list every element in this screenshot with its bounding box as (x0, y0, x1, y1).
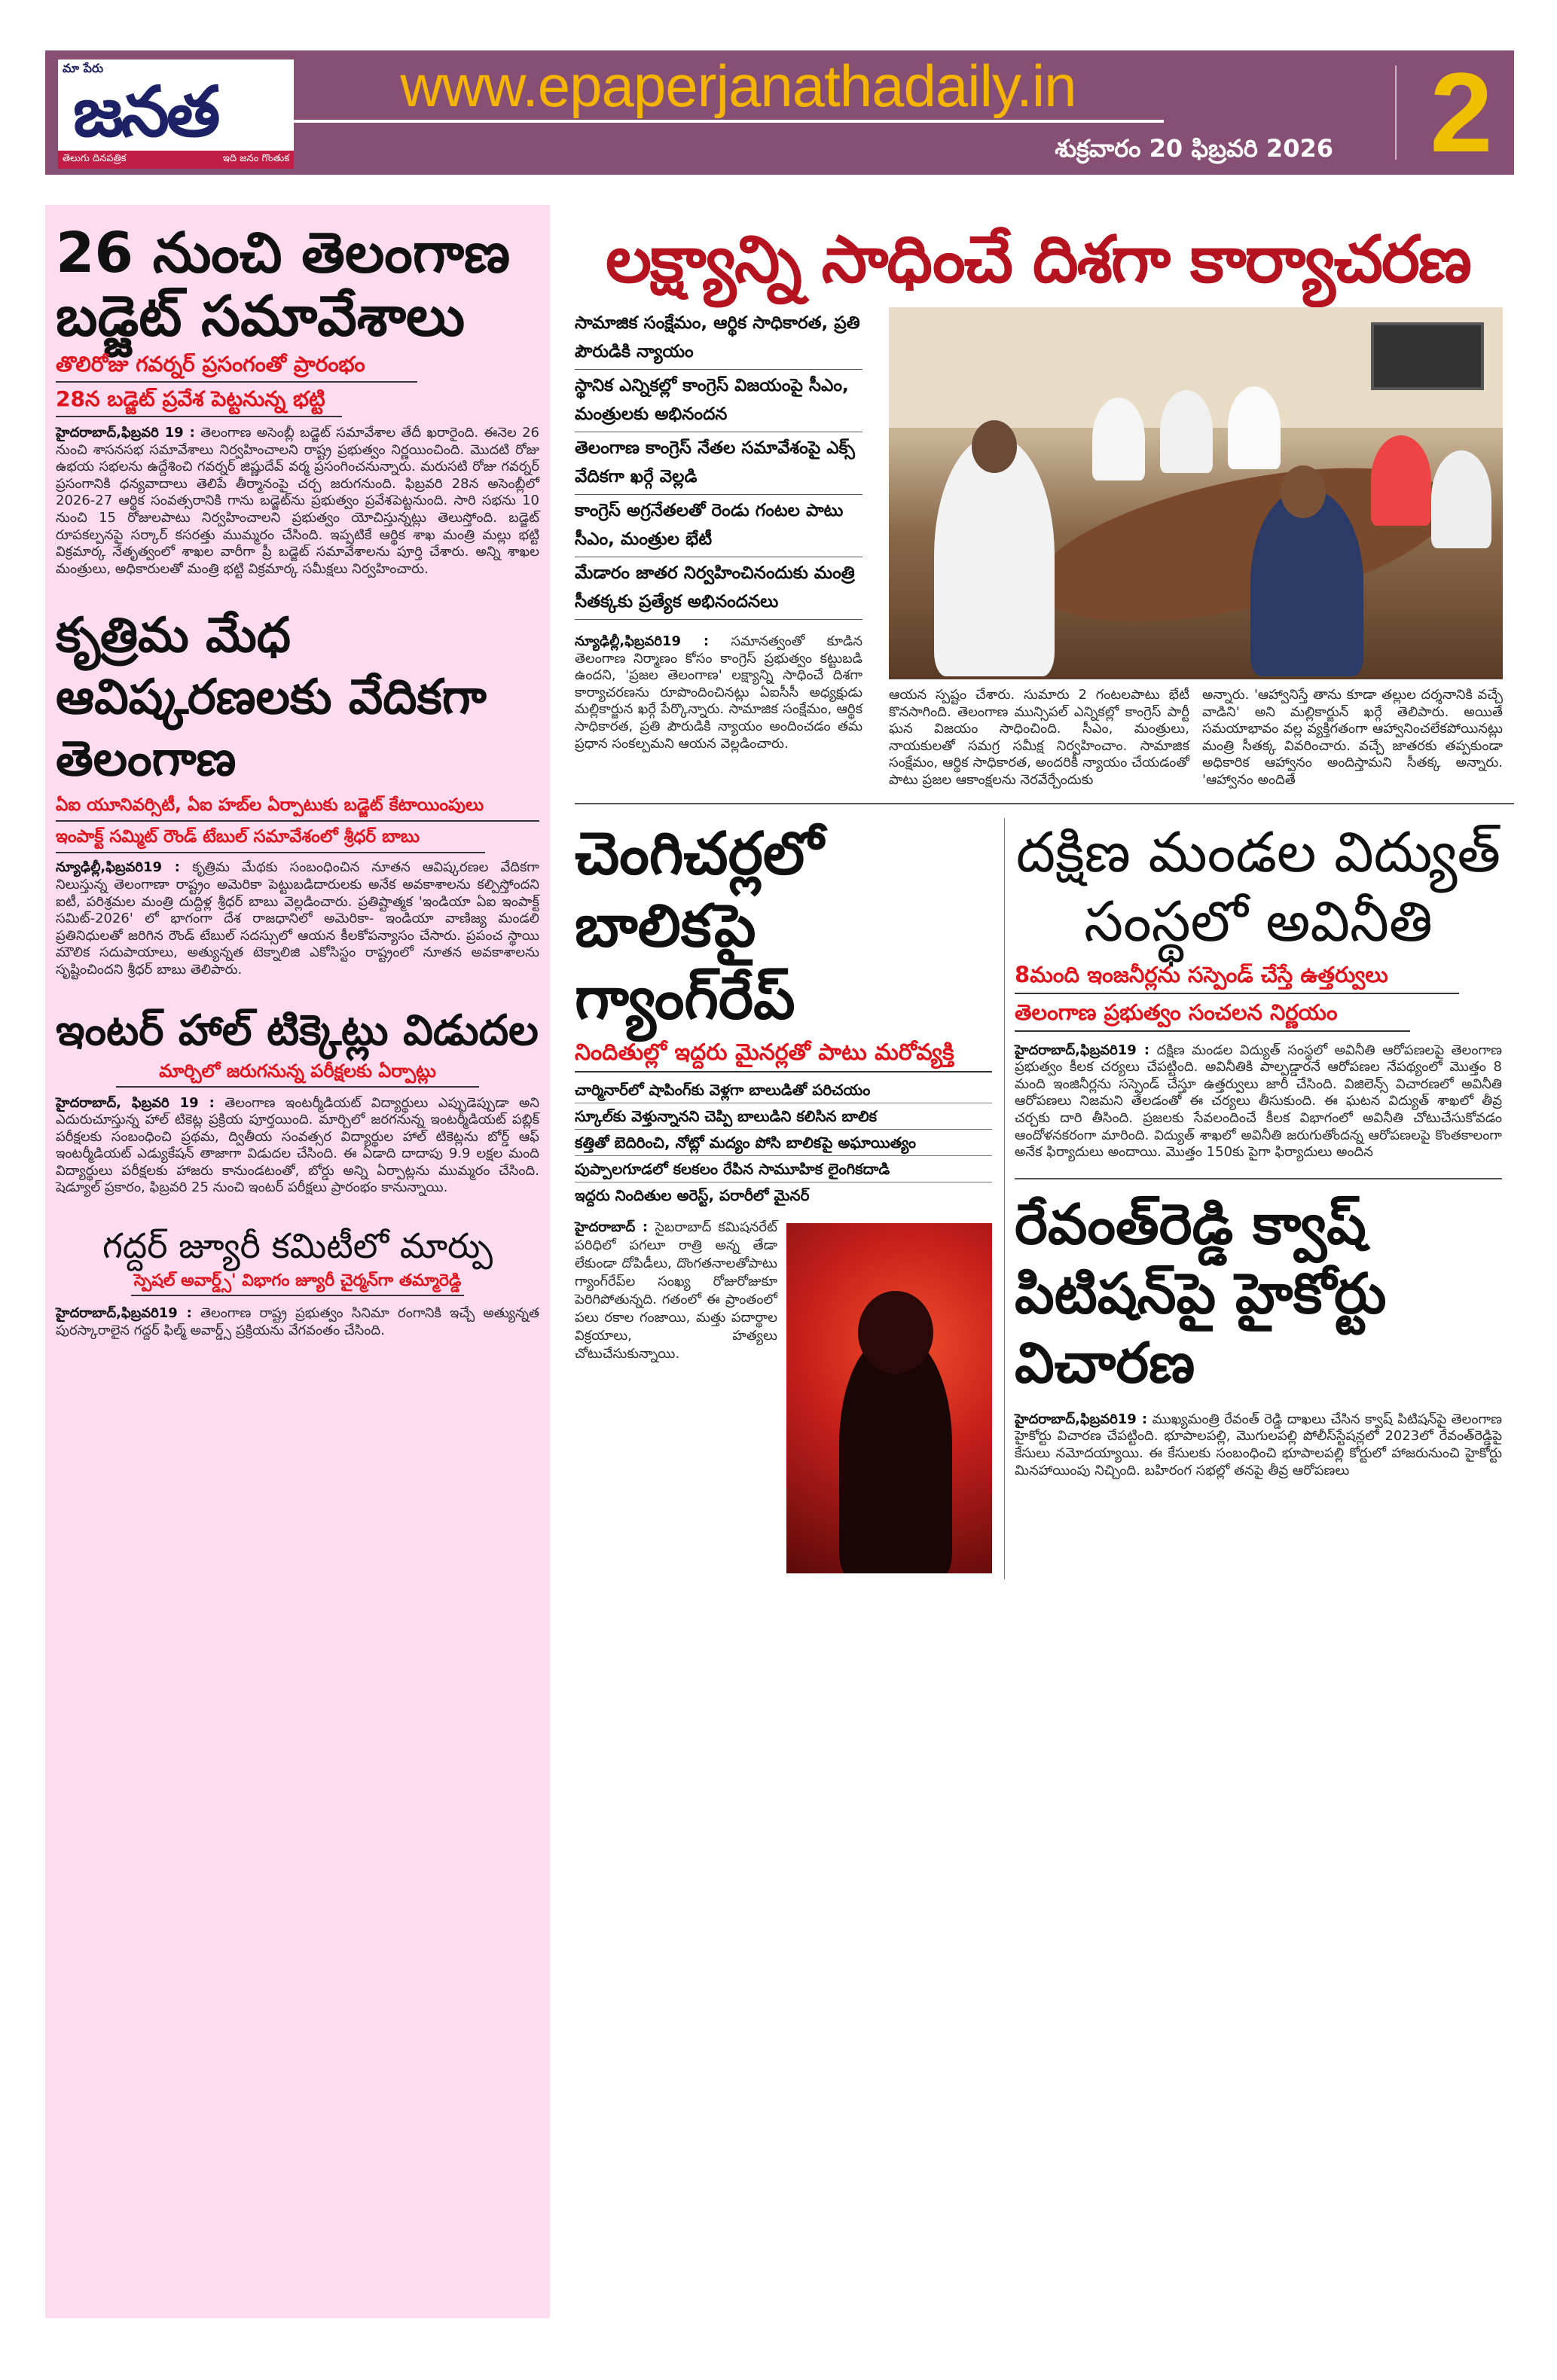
section-divider (575, 803, 1514, 804)
body-text: సైబరాబాద్ కమిషనరేట్ పరిధిలో పగలూ రాత్రి అన్న తేడా లేకుండా దోపిడీలు, దొంగతనాలతోపాటు గ్యాంగ్‌రేప్‌ల సంఖ్య రోజురోజుకూ పెరిగిపోతున్నది. గతంలో ఈ ప్రాంతంలో పలు రకాల గంజాయి, మత్తు పదార్థాల విక్రయాలు, హత్యలు చోటుచేసుకున్నాయి. (575, 1219, 777, 1362)
right-area (562, 218, 1514, 1579)
masthead-vertical-divider (1395, 66, 1397, 160)
masthead-divider (294, 120, 1164, 123)
body-text: తెలంగాణ ఇంటర్మీడియట్ విద్యార్థులు ఎప్పుడెప్పుడా అని ఎదురుచూస్తున్న హాల్ టికెట్ల ప్రక్రియ పూర్తయింది. మార్చిలో జరగనున్న ఇంటర్మీడియట్ పబ్లిక్ పరీక్షలకు సంబంధించి ప్రథమ, ద్వితీయ సంవత్సర విద్యార్థుల హాల్ టికెట్లను బోర్డ్ ఆఫ్ ఇంటర్మీడియట్ ఎడ్యుకేషన్ తాజాగా విడుదల చేసింది. ఈ ఏడాది దాదాపు 9.9 లక్షల మంది విద్యార్థులు పరీక్షలకు హాజరు కానుండటంతో, బోర్డు అన్ని ఏర్పాట్లను ముమ్మరం చేసింది. షెడ్యూల్ ప్రకారం, ఫిబ్రవరి 25 నుంచి ఇంటర్ పరీక్షలు ప్రారంభం కానున్నాయి. (56, 1094, 540, 1196)
article-power (1015, 818, 1502, 1161)
dateline: హైదరాబాద్,ఫిబ్రవరి 19 : (56, 425, 195, 441)
screen (1371, 322, 1484, 390)
highlight-item: స్థానిక ఎన్నికల్లో కాంగ్రెస్ విజయంపై సీఎం, మంత్రులకు అభినందన (575, 370, 862, 432)
highlight-item: స్కూల్‌కు వెళ్తున్నానని చెప్పి బాలుడిని కలిసిన బాలిక (575, 1103, 992, 1130)
main-right-column (889, 307, 1503, 789)
main-body-column-3 (1202, 687, 1503, 789)
highlight-item: తెలంగాణ కాంగ్రెస్ నేతల సమావేశంపై ఎక్స్ వేదికగా ఖర్గే వెల్లడి (575, 432, 862, 495)
person-head (972, 420, 1017, 473)
article-body (1015, 1411, 1502, 1479)
highlight-item: ఇద్దరు నిందితుల అరెస్ట్, పరారీలో మైనర్ (575, 1185, 810, 1204)
subheadline: 28న బడ్జెట్ ప్రవేశ పెట్టనున్న భట్టి (56, 383, 342, 417)
highlight-item: సామాజిక సంక్షేమం, ఆర్థిక సాధికారత, ప్రతి పౌరుడికి న్యాయం (575, 307, 862, 370)
issue-date: శుక్రవారం 20 ఫిబ్రవరి 2026 (1055, 134, 1333, 163)
subheadline: తొలిరోజు గవర్నర్ ప్రసంగంతో ప్రారంభం (56, 348, 417, 383)
dateline: హైదరాబాద్,ఫిబ్రవరి19 : (1015, 1042, 1150, 1058)
page-number: 2 (1430, 49, 1493, 175)
subheadline: 8మంది ఇంజనీర్లను సస్పెండ్ చేస్తే ఉత్తర్వులు (1015, 957, 1459, 994)
subheadline: మార్చిలో జరుగనున్న పరీక్షలకు ఏర్పాట్లు (116, 1056, 479, 1088)
newspaper-logo (58, 60, 294, 169)
dateline: న్యూఢిల్లీ,ఫిబ్రవరి19 : (56, 859, 180, 876)
bottom-stories (562, 818, 1514, 1579)
main-body-columns (889, 687, 1503, 789)
main-left-column (575, 307, 862, 789)
highlight-item: కాంగ్రెస్ అగ్రనేతలతో రెండు గంటల పాటు సీఎం, మంత్రుల భేటీ (575, 495, 862, 557)
article-body (1015, 1042, 1502, 1161)
subheadline: తెలంగాణ ప్రభుత్వం సంచలన నిర్ణయం (1015, 994, 1410, 1032)
headline: గద్దర్ జ్యూరీ కమిటీలో మార్పు (102, 1225, 493, 1267)
body-text: తెలంగాణ అసెంబ్లీ బడ్జెట్ సమావేశాల తేదీ ఖరారైంది. ఈనెల 26 నుంచి శాసనసభ సమావేశాలు నిర్వహించాలని రాష్ట్ర ప్రభుత్వం నిర్ణయించింది. మొదటి రోజు ఉభయ సభలను ఉద్దేశించి గవర్నర్ జిష్ణుదేవ్ వర్మ ప్రసంగించనున్నారు. మరుసటి రోజు గవర్నర్ ప్రసంగానికి ధన్యవాదాలు తెలిపే తీర్మానంపై చర్చ జరుగనుంది. ఫిబ్రవరి 28న అసెంబ్లీలో 2026-27 ఆర్థిక సంవత్సరానికి గాను బడ్జెట్‌ను ప్రభుత్వం ప్రవేశపెట్టనుంది. సారి సభను 10 నుంచి 15 రోజులపాటు నిర్వహించాలని ప్రభుత్వం యోచిస్తున్నట్లు తెలుస్తోంది. బడ్జెట్ రూపకల్పనపై సర్కార్ కసరత్తు ముమ్మరం చేసింది. ఇప్పటికే ఆర్థిక శాఖ మంత్రి మల్లు భట్టి విక్రమార్క నేతృత్వంలో శాఖల వారీగా ప్రీ బడ్జెట్ సమావేశాలను పూర్తి చేశారు. అన్ని శాఖల మంత్రులు, అధికారులతో మంత్రి భట్టి విక్రమార్క సమీక్షలు నిర్వహించారు. (56, 425, 539, 577)
article-budget (56, 221, 539, 578)
highlight-item: పుప్పాలగూడలో కలకలం రేపిన సామూహిక లైంగికదాడి (575, 1156, 992, 1182)
main-headline: లక్ష్యాన్ని సాధించే దిశగా కార్యాచరణ (606, 222, 1470, 298)
article-crime (575, 818, 1004, 1579)
body-text: అన్నారు. 'ఆహ్వానిస్తే తాను కూడా తల్లుల దర్శనానికి వచ్చే వాడిని' అని మల్లికార్జున్ ఖర్గే తెలిపారు. అయితే సమయాభావం వల్ల వ్యక్తిగతంగా ఆహ్వానించలేకపోయినట్లు మంత్రి సీతక్క వివరించారు. వచ్చే జాతరకు తప్పకుండా అధికారిక ఆహ్వానం అందిస్తామని సీతక్క అన్నారు. 'ఆహ్వానం అందితే (1202, 687, 1503, 788)
subheadline: ఏఐ యూనివర్సిటీ, ఏఐ హబ్‌ల ఏర్పాటుకు బడ్జెట్ కేటాయింపులు (56, 790, 539, 822)
crime-body (575, 1219, 992, 1363)
body-text: సమానత్వంతో కూడిన తెలంగాణ నిర్మాణం కోసం కాంగ్రెస్ ప్రభుత్వం కట్టుబడి ఉందని, 'ప్రజల తెలంగాణ' లక్ష్యాన్ని సాధించే దిశగా కార్యాచరణను రూపొందించినట్లు ఏఐసీసీ అధ్యక్షుడు మల్లికార్జున ఖర్గే పేర్కొన్నారు. సామాజిక సంక్షేమం, ఆర్థిక సాధికారత, ప్రతి పౌరుడికి న్యాయం అందించడం తమ ప్రధాన సంకల్పమని ఆయన వెల్లడించారు. (575, 633, 862, 752)
article-body (56, 859, 539, 978)
person (1092, 398, 1145, 481)
main-highlights (575, 307, 862, 620)
headline: రేవంత్‌రెడ్డి క్వాష్ పిటిషన్‌పై హైకోర్టు విచారణ (1015, 1192, 1387, 1396)
dateline: హైదరాబాద్, ఫిబ్రవరి 19 : (56, 1094, 215, 1111)
person-head (1281, 465, 1326, 518)
dateline: హైదరాబాద్ : (575, 1219, 649, 1235)
article-ai (56, 605, 539, 978)
article-body (56, 1095, 539, 1198)
article-body (56, 425, 539, 578)
masthead (45, 50, 1514, 175)
subheadline: ఇంపాక్ట్ సమ్మిట్ రౌండ్ టేబుల్ సమావేశంలో శ్రీధర్ బాబు (56, 822, 485, 853)
dateline: హైదరాబాద్,ఫిబ్రవరి19 : (1015, 1411, 1148, 1427)
crime-highlights (575, 1077, 992, 1208)
logo-name: జనత (73, 76, 218, 150)
article-body (575, 633, 862, 752)
website-url[interactable]: www.epaperjanathadaily.in (400, 53, 1076, 119)
victim-illustration (786, 1223, 992, 1573)
body-text: కృత్రిమ మేథకు సంబంధించిన నూతన ఆవిష్కరణల వేదికగా నిలుస్తున్న తెలంగాణా రాష్ట్రం అమెరికా పెట్టుబడిదారులకు అనేక అవకాశాలను కల్పిస్తోందని ఐటీ, పరిశ్రమల మంత్రి దుద్దిళ్ల శ్రీధర్ బాబు వెల్లడించారు. ప్రతిష్టాత్మక 'ఇండియా ఏఐ ఇంపాక్ట్ సమిట్-2026' లో భాగంగా దేశ రాజధానిలో అమెరికా- ఇండియా వాణిజ్య మండలి ప్రతినిధులతో జరిగిన రౌండ్ టేబుల్ సదస్సులో ఆయన కీలకోపన్యాసం చేసారు. ప్రపంచ స్థాయి మౌలిక సదుపాయాలు, అత్యున్నత టెక్నాలిజి ఎకోసిస్టం రాష్ట్రంలో నూతన అవకాశాలను సృష్టించిందని శ్రీధర్ బాబు తెలిపారు. (56, 859, 539, 978)
left-column (45, 205, 550, 2318)
body-text: తెలంగాణ రాష్ట్ర ప్రభుత్వం సినిమా రంగానికి ఇచ్చే అత్యున్నత పురస్కారాలైన గద్దర్ ఫిల్మ్ అవార్డ్స్ ప్రక్రియను వేగవంతం చేసింది. (56, 1305, 539, 1338)
body-text: దక్షిణ మండల విద్యుత్ సంస్థలో అవినీతి ఆరోపణలపై తెలంగాణ ప్రభుత్వం కీలక చర్యలు చేపట్టింది. అవినీతికి పాల్పడ్డారనే ఆరోపణల నేపథ్యంలో మొత్తం 8 మంది ఇంజినీర్లను సస్పెండ్ చేస్తూ ఉత్తర్వులు జారీ చేసింది. విజిలెన్స్ విచారణలో అవినీతి ఆరోపణలు నిజమని తేలడంతో ఈ చర్యలు తీసుకుంది. ఈ ఘటన విద్యుత్ శాఖలో తీవ్ర చర్చకు దారి తీసింది. ప్రజలకు సేవలందించే కీలక విభాగంలో అవినీతి చోటుచేసుకోవడం ఆందోళనకరంగా మారింది. విద్యుత్ శాఖలో అవినీతి జరుగుతోందన్న ఆరోపణలపై కొంతకాలంగా అనేక ఫిర్యాదులు అందాయి. మొత్తం 150కు పైగా ఫిర్యాదులు అందిన (1015, 1042, 1502, 1161)
body-text: ముఖ్యమంత్రి రేవంత్ రెడ్డి దాఖలు చేసిన క్వాష్ పిటిషన్‌పై తెలంగాణ హైకోర్టు విచారణ చేపట్టింది. భూపాలపల్లి, మొగులపల్లి పోలీస్‌స్టేషన్లలో 2023లో రేవంత్‌రెడ్డిపై కేసులు నమోదయ్యాయి. ఈ కేసులకు సంబంధించి భూపాలపల్లి కోర్టులో హాజరునుంచి హైకోర్టు మినహాయింపు నిచ్చింది. బహిరంగ సభల్లో తనపై తీవ్ర ఆరోపణలు (1015, 1411, 1502, 1478)
highlight-item: కత్తితో బెదిరించి, నోట్లో మద్యం పోసి బాలికపై అఘాయిత్యం (575, 1130, 992, 1156)
body-text: ఆయన స్పష్టం చేశారు. సుమారు 2 గంటలపాటు భేటీ కొనసాగింది. తెలంగాణ మున్సిపల్ ఎన్నికల్లో కాంగ్రెస్ పార్టీ ఘన విజయం సాధించింది. సీఎం, మంత్రులు, నాయకులతో సమగ్ర సమీక్ష నిర్వహించాం. సామాజిక సంక్షేమం, ఆర్థిక సాధికారత, అందరికీ న్యాయం చేయడంతో పాటు ప్రజల ఆకాంక్షలను నెరవేర్చేందుకు (889, 687, 1189, 788)
headline: ఇంటర్ హాల్ టిక్కెట్లు విడుదల (56, 1005, 539, 1055)
meeting-photo (889, 307, 1503, 679)
logo-tagline-right: ఇది జనం గొంతుక (222, 153, 289, 164)
article-gaddar (56, 1224, 539, 1339)
main-story (562, 307, 1514, 789)
headline: 26 నుంచి తెలంగాణ బడ్జెట్ సమావేశాలు (56, 221, 511, 349)
subheadline: స్పెషల్ అవార్డ్స్' విభాగం జ్యూరీ చైర్మన్‌గా తమ్మారెడ్డి (131, 1268, 464, 1296)
logo-tagline-left: తెలుగు దినపత్రిక (63, 153, 127, 164)
highlight-item: మేడారం జాతర నిర్వహించినందుకు మంత్రి సీతక్కకు ప్రత్యేక అభినందనలు (575, 557, 862, 620)
article-inter (56, 1006, 539, 1198)
right-stories (1005, 818, 1502, 1579)
article-body (56, 1305, 539, 1339)
headline: దక్షిణ మండల విద్యుత్ సంస్థలో అవినీతి (1015, 819, 1501, 954)
person (1160, 390, 1213, 473)
main-body-column-2 (889, 687, 1189, 789)
person (1371, 435, 1431, 526)
person (1431, 450, 1491, 548)
silhouette-head (858, 1291, 933, 1374)
subheadline: నిందితుల్లో ఇద్దరు మైనర్లతో పాటు మరోవ్యక్తి (575, 1035, 992, 1073)
main-body-column-1 (575, 633, 862, 752)
headline: కృత్రిమ మేధ ఆవిష్కరణలకు వేదికగా తెలంగాణ (56, 608, 487, 788)
headline: చెంగిచర్లలో బాలికపై గ్యాంగ్‌రేప్ (575, 819, 824, 1033)
article-revanth (1015, 1190, 1502, 1479)
dateline: హైదరాబాద్,ఫిబ్రవరి19 : (56, 1305, 192, 1322)
logo-tagline-strip (58, 151, 294, 169)
person (1228, 386, 1281, 469)
section-divider (1015, 1178, 1502, 1179)
highlight-item: చార్మినార్‌లో షాపింగ్‌కు వెళ్లగా బాలుడితో పరిచయం (575, 1077, 992, 1103)
logo-prefix: మా పేరు (63, 61, 104, 75)
dateline: న్యూఢిల్లీ,ఫిబ్రవరి19 : (575, 633, 710, 649)
